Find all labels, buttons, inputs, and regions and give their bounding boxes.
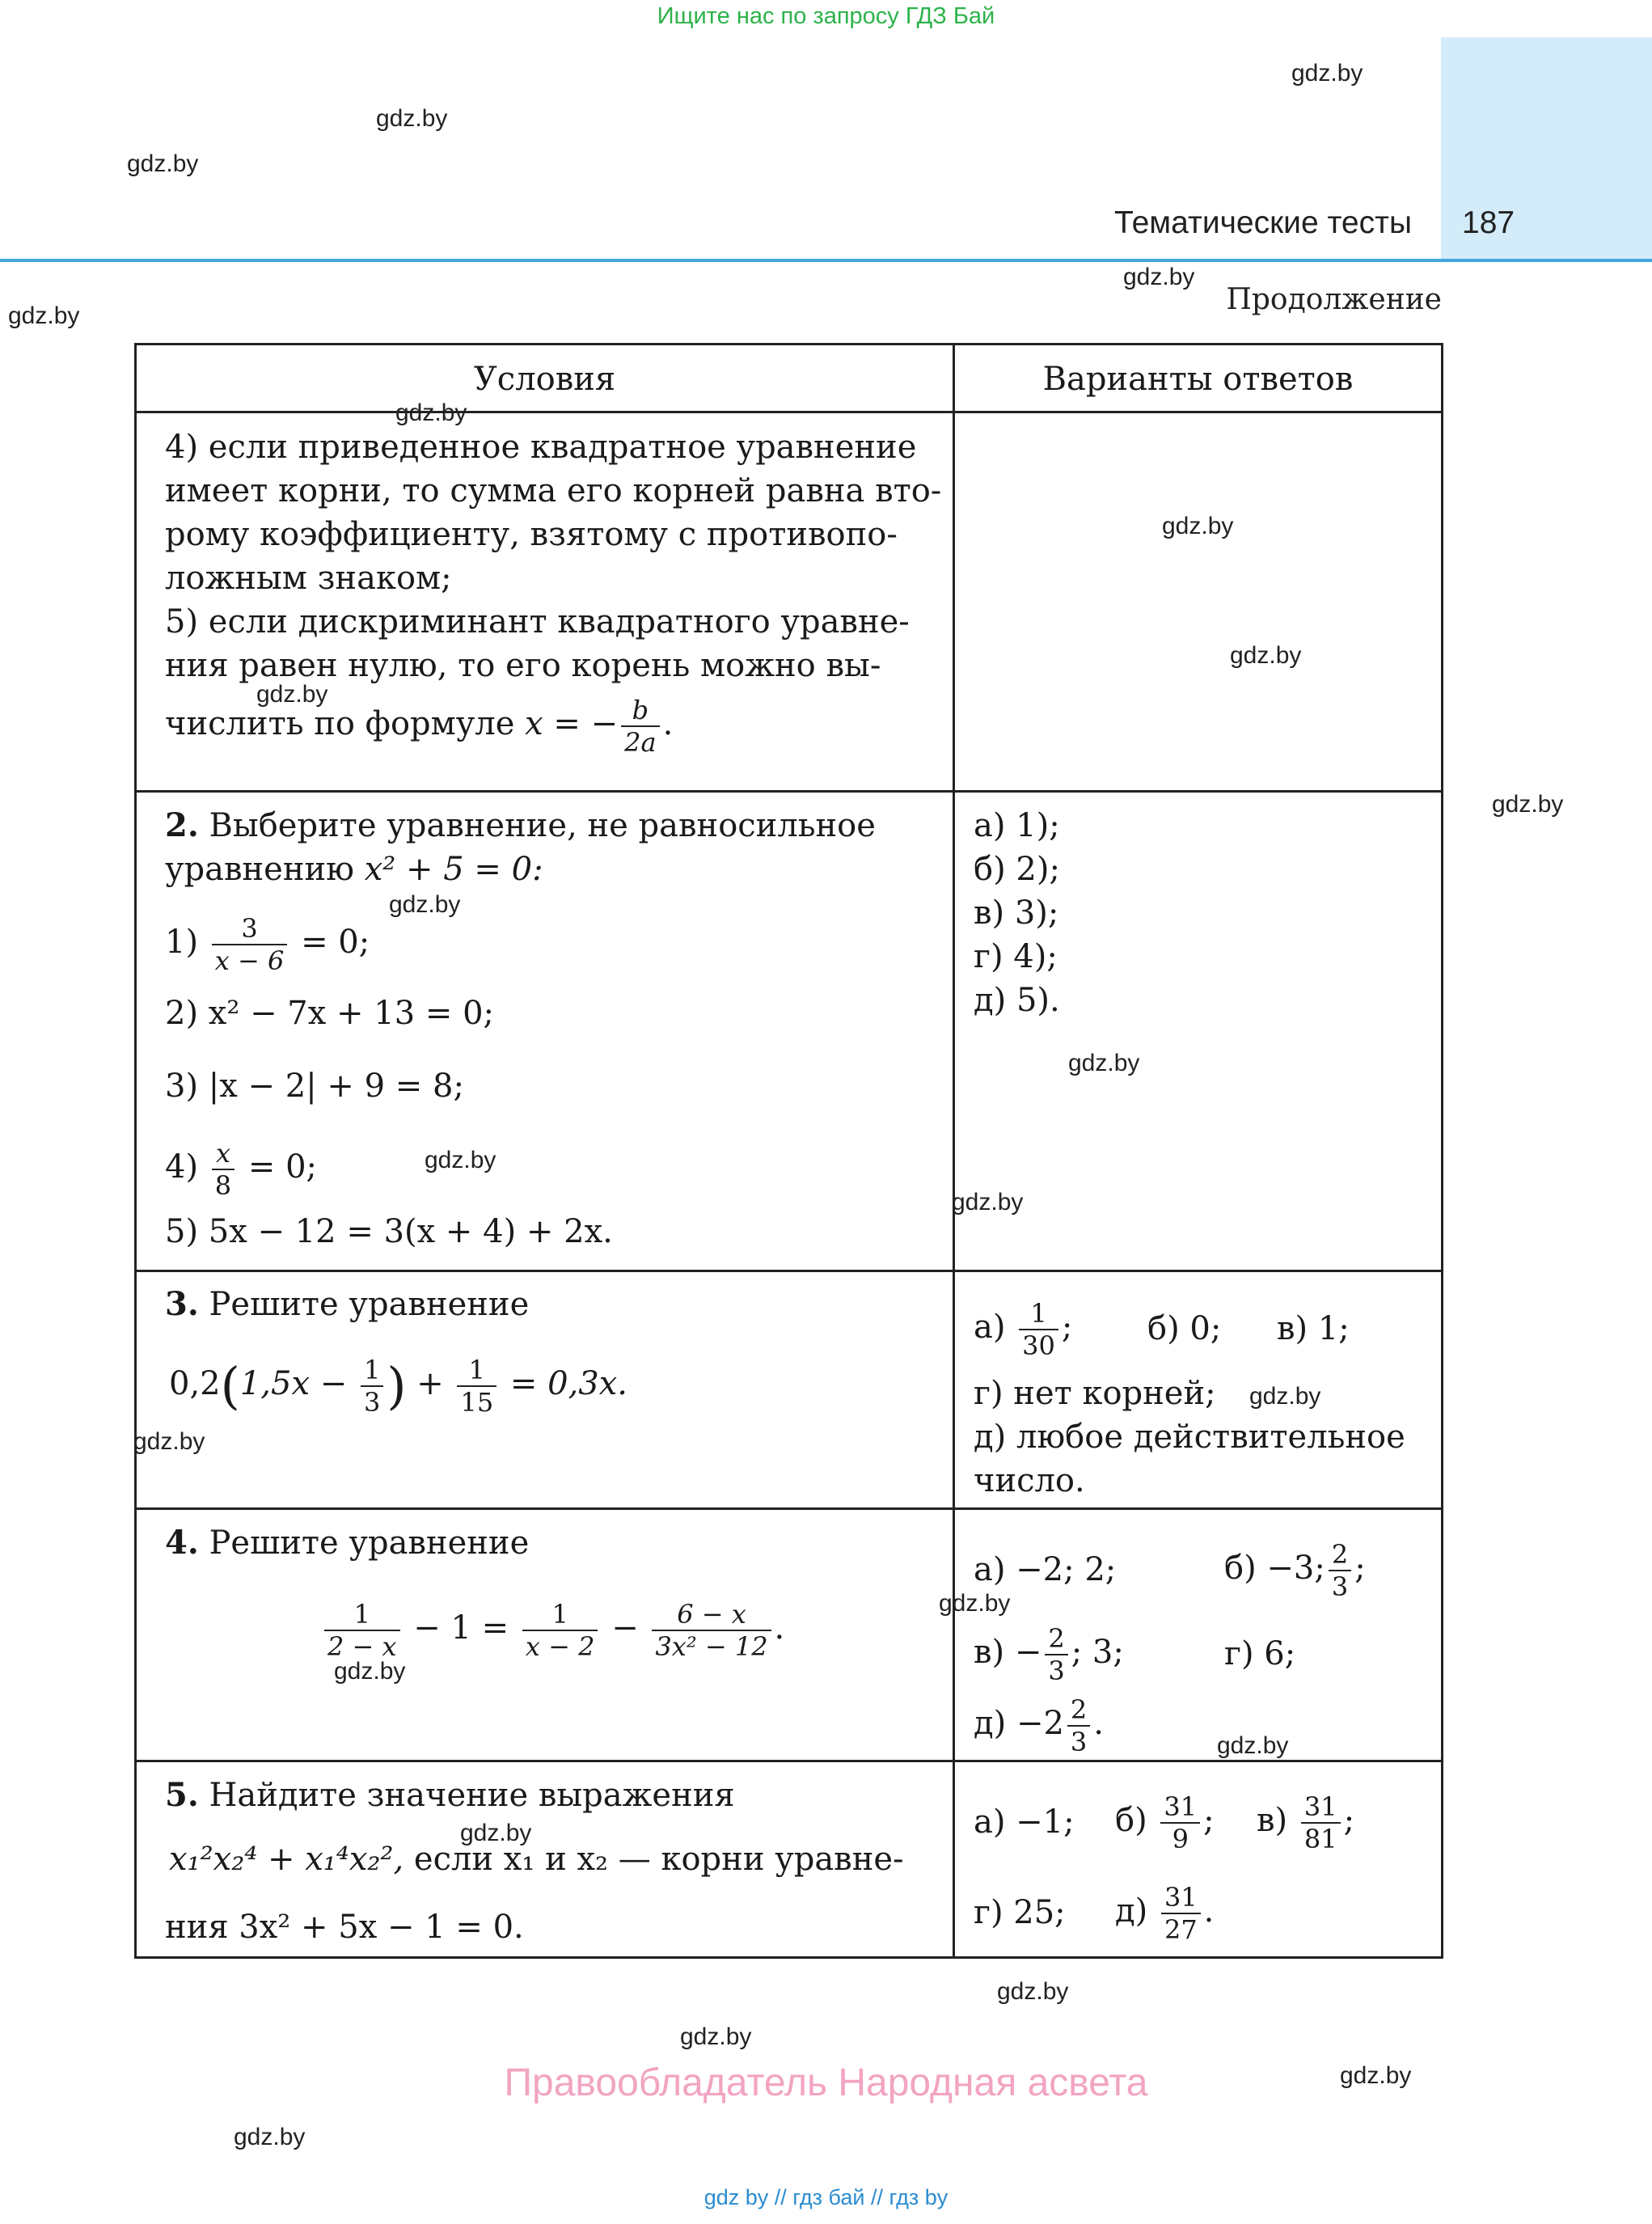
fraction [652, 1599, 771, 1662]
fraction [1067, 1694, 1090, 1757]
fraction [1045, 1623, 1067, 1686]
watermark: gdz.by [1340, 2062, 1412, 2089]
denominator: x − 2 [525, 1631, 595, 1662]
eq-part: = 0,3x. [509, 1365, 628, 1402]
task-title-text: Выберите уравнение, не равносильное [209, 807, 876, 844]
header-rule [0, 259, 1652, 262]
numerator: 31 [1161, 1882, 1201, 1914]
answer-option[interactable] [1224, 1539, 1366, 1602]
watermark: gdz.by [939, 1590, 1011, 1617]
answer-option[interactable]: г) 4); [974, 938, 1058, 975]
numerator: 1 [324, 1599, 400, 1631]
numerator: 2 [1045, 1623, 1067, 1655]
watermark: gdz.by [1123, 264, 1195, 290]
answer-option[interactable]: а) −2; 2; [974, 1551, 1117, 1588]
formula-end: . [662, 705, 674, 742]
running-title: Тематические тесты [1113, 205, 1412, 240]
answer-end: ; 3; [1071, 1634, 1124, 1671]
text-line: ния равен нулю, то его корень можно вы- [165, 647, 881, 684]
eq-part: + [416, 1365, 444, 1402]
text-line: 4) если приведенное квадратное уравнение [165, 429, 917, 466]
numerator: 1 [361, 1355, 383, 1387]
formula-prefix: числить по формуле [165, 705, 515, 742]
task-expression: x₁²x₂⁴ + x₁⁴x₂², [169, 1841, 404, 1878]
text-line: ложным знаком; [165, 560, 452, 597]
numerator: 1 [522, 1599, 598, 1631]
task-title [165, 1774, 735, 1816]
watermark: gdz.by [1217, 1732, 1289, 1759]
numerator: x [212, 1138, 234, 1170]
main-equation: x² + 5 = 0: [364, 851, 543, 888]
fraction [361, 1355, 383, 1418]
answer-label: б) −3; [1224, 1550, 1325, 1587]
answer-label: б) [1115, 1802, 1147, 1839]
answer-option[interactable]: в) 3); [974, 894, 1059, 932]
eq-part: − 1 = [413, 1609, 509, 1647]
watermark: gdz.by [952, 1189, 1024, 1216]
answer-option[interactable]: д) любое действительное [974, 1419, 1405, 1456]
task-title-text: Найдите значение выражения [209, 1777, 735, 1814]
denominator: 3 [1331, 1571, 1349, 1602]
answer-option[interactable]: а) −1; [974, 1803, 1075, 1841]
formula-equals: = − [543, 705, 619, 742]
denominator: 3 [363, 1387, 381, 1418]
task-equation [169, 1355, 627, 1418]
answer-option[interactable]: г) нет корней; [974, 1375, 1216, 1412]
denominator: 9 [1172, 1824, 1189, 1854]
answer-end: . [1203, 1892, 1215, 1930]
fraction [212, 913, 288, 976]
numerator: b [621, 695, 659, 727]
option-4 [165, 1138, 317, 1201]
answer-option[interactable]: б) 0; [1147, 1310, 1222, 1347]
fraction [212, 1138, 234, 1201]
fraction [457, 1355, 496, 1418]
header-answers: Варианты ответов [1042, 361, 1354, 398]
watermark: gdz.by [1492, 791, 1564, 818]
answer-option[interactable] [974, 1694, 1104, 1757]
continuation-label: Продолжение [1226, 283, 1442, 316]
numerator: 3 [212, 913, 288, 945]
task-number: 4. [165, 1524, 199, 1562]
denominator: x − 6 [214, 945, 285, 976]
numerator: 1 [457, 1355, 496, 1387]
text-line: 5) если дискриминант квадратного уравне- [165, 603, 910, 641]
task-number: 2. [165, 806, 199, 844]
watermark: gdz.by [1068, 1050, 1140, 1076]
answer-option-continued: число. [974, 1462, 1085, 1499]
answer-end: ; [1203, 1802, 1215, 1839]
denominator: 3 [1048, 1655, 1065, 1686]
answer-option[interactable] [1115, 1791, 1215, 1854]
denominator: 2 − x [327, 1631, 397, 1662]
task-line-text: уравнению [165, 851, 354, 888]
copyright-notice: Правообладатель Народная асвета [504, 2061, 1148, 2104]
answer-option[interactable] [1257, 1791, 1354, 1854]
option-2: 2) x² − 7x + 13 = 0; [165, 995, 495, 1032]
answer-option[interactable]: б) 2); [974, 851, 1060, 888]
denominator: 30 [1022, 1330, 1055, 1361]
root-formula [165, 695, 673, 758]
task-number: 3. [165, 1285, 199, 1323]
answer-end: ; [1343, 1802, 1355, 1839]
answer-end: ; [1354, 1550, 1366, 1587]
watermark: gdz.by [256, 681, 328, 708]
answer-label: д) [1115, 1892, 1148, 1930]
numerator: 1 [1019, 1298, 1058, 1330]
answer-end: ; [1061, 1309, 1073, 1346]
numerator: 6 − x [652, 1599, 771, 1631]
watermark: gdz.by [376, 105, 448, 132]
header-conditions: Условия [473, 361, 616, 398]
watermark: gdz.by [127, 150, 199, 177]
watermark: gdz.by [8, 302, 80, 329]
watermark: gdz.by [1162, 513, 1234, 539]
watermark: gdz.by [1230, 642, 1302, 669]
watermark: gdz.by [334, 1658, 406, 1685]
task-line [169, 1838, 904, 1880]
task-title [165, 1283, 529, 1326]
option-rest: = 0; [301, 924, 370, 961]
answer-end: . [1093, 1705, 1104, 1742]
eq-part: − [611, 1609, 639, 1647]
denominator: 8 [214, 1170, 232, 1201]
watermark: gdz.by [389, 891, 461, 918]
row-divider [137, 1507, 1441, 1510]
watermark: gdz.by [1291, 60, 1363, 87]
column-divider [953, 345, 955, 1956]
row-divider [137, 1270, 1441, 1272]
answer-option[interactable] [974, 1298, 1072, 1361]
task-line: ния 3x² + 5x − 1 = 0. [165, 1909, 524, 1946]
fraction [1301, 1791, 1341, 1854]
watermark: gdz.by [234, 2124, 306, 2150]
answer-option[interactable]: в) 1; [1277, 1310, 1350, 1347]
watermark: gdz.by [395, 400, 467, 426]
test-table [134, 343, 1443, 1959]
eq-part: 1,5x − [239, 1365, 348, 1402]
fraction [1160, 1791, 1200, 1854]
watermark: gdz.by [997, 1978, 1069, 2005]
fraction [1019, 1298, 1058, 1361]
answer-option[interactable] [1115, 1882, 1214, 1945]
fraction [324, 1599, 400, 1662]
watermark: gdz.by [133, 1428, 205, 1455]
numerator: 31 [1160, 1791, 1200, 1824]
answer-label: в) − [974, 1634, 1042, 1671]
answer-label: д) −2 [974, 1705, 1064, 1742]
answer-label: в) [1257, 1802, 1288, 1839]
denominator: 15 [460, 1387, 494, 1418]
formula-variable: x [525, 705, 543, 742]
numerator: 31 [1301, 1791, 1341, 1824]
task-equation [321, 1599, 784, 1662]
option-label: 4) [165, 1148, 199, 1186]
eq-part: . [774, 1609, 785, 1647]
fraction [1161, 1882, 1201, 1945]
task-title-text: Решите уравнение [209, 1524, 530, 1562]
fraction [1329, 1539, 1351, 1602]
watermark: gdz.by [680, 2023, 752, 2050]
row-divider [137, 790, 1441, 793]
footer-links[interactable]: gdz by // гдз бай // гдз by [703, 2185, 949, 2209]
option-label: 1) [165, 924, 199, 961]
answer-option[interactable]: г) 25; [974, 1894, 1066, 1931]
denominator: 81 [1303, 1824, 1337, 1854]
denominator: 27 [1164, 1914, 1198, 1945]
numerator: 2 [1329, 1539, 1351, 1571]
option-rest: = 0; [247, 1148, 318, 1186]
task-title [165, 805, 876, 847]
answer-label: а) [974, 1309, 1006, 1346]
row-divider [137, 1760, 1441, 1762]
text-line: имеет корни, то сумма его корней равна вто- [165, 472, 942, 509]
watermark: gdz.by [1249, 1383, 1321, 1410]
eq-part: 0,2 [169, 1365, 221, 1402]
numerator: 2 [1067, 1694, 1090, 1727]
page-number: 187 [1462, 205, 1515, 240]
task-title-text: Решите уравнение [209, 1286, 530, 1323]
fraction [621, 695, 659, 758]
answer-option[interactable]: а) 1); [974, 807, 1060, 844]
option-5: 5) 5x − 12 = 3(x + 4) + 2x. [165, 1213, 613, 1250]
task-number: 5. [165, 1776, 199, 1814]
task-title [165, 1522, 529, 1564]
fraction [522, 1599, 598, 1662]
text-line: рому коэффициенту, взятому с противопо- [165, 516, 898, 553]
answer-option[interactable]: д) 5). [974, 982, 1060, 1019]
denominator: 2a [624, 727, 657, 758]
answer-option[interactable]: г) 6; [1224, 1635, 1296, 1672]
top-banner: Ищите нас по запросу ГДЗ Бай [657, 3, 995, 29]
option-3: 3) |x − 2| + 9 = 8; [165, 1068, 464, 1105]
option-1 [165, 913, 370, 976]
task-condition: если x₁ и x₂ — корни уравне- [413, 1841, 904, 1878]
watermark: gdz.by [425, 1147, 496, 1173]
paren-open: ( [220, 1356, 240, 1415]
paren-close: ) [387, 1356, 407, 1415]
watermark: gdz.by [460, 1820, 532, 1846]
denominator: 3x² − 12 [655, 1631, 768, 1662]
denominator: 3 [1070, 1727, 1088, 1757]
answer-option[interactable] [974, 1623, 1124, 1686]
task-line [165, 848, 543, 890]
